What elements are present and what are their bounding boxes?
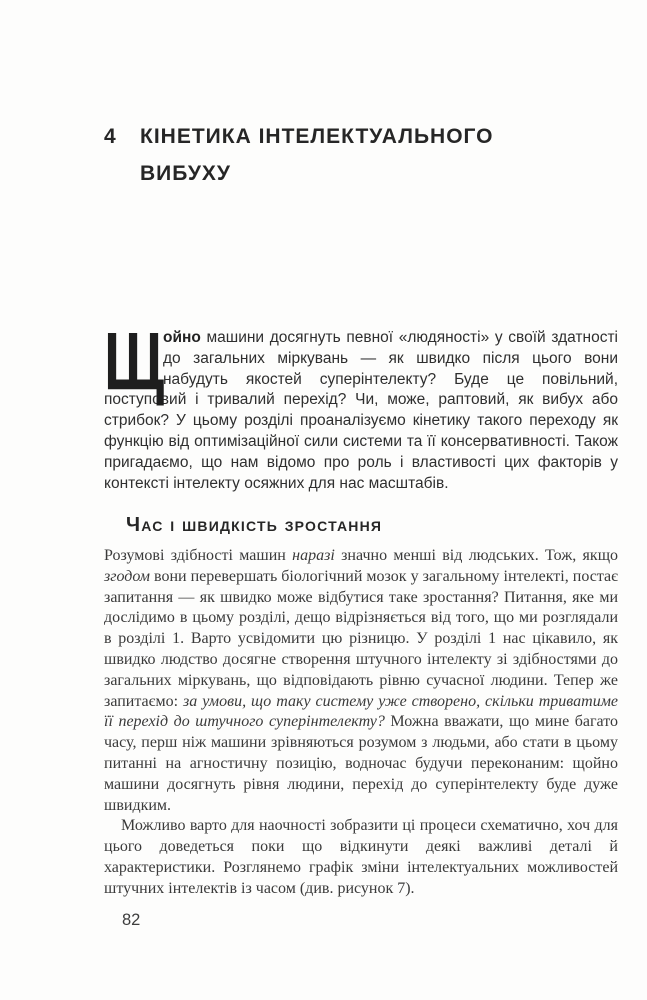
chapter-number: 4 xyxy=(104,125,117,148)
paragraph-schematic: Можливо варто для наочності зобразити ці процеси схематично, хоч для цього доведеться поки що відкинути деякі важливі деталі й характеристики. Розглянемо графік зміни інтелектуальних можливостей штучних інтелектів із часом (див. рисунок 7). xyxy=(104,817,618,897)
body-text xyxy=(104,546,618,900)
dropcap-letter: Щ xyxy=(104,316,165,407)
page-number: 82 xyxy=(122,911,141,929)
chapter-title: КІНЕТИКА ІНТЕЛЕКТУАЛЬНОГО ВИБУХУ xyxy=(140,125,494,185)
para2-italic-later: згодом xyxy=(104,567,150,585)
para2-seg1: Розумові здібності машин xyxy=(104,547,293,564)
paragraph-growth-rate xyxy=(104,546,618,816)
para2-italic-question: за умови, що таку систему уже створено, скільки триватиме її перехід до штучного суперінтелекту? xyxy=(104,692,619,731)
para2-italic-now: наразі xyxy=(292,547,335,564)
para2-seg7: Можна вважати, що мине багато часу, перш ніж машини зрівняються розумом з людьми, або стати в цьому питанні на агностичну позицію, водночас будучи переконаним: щойно машини досягнуть рівня людини, перехід до суперінтелекту буде дуже швидким. xyxy=(104,713,619,814)
section-heading: Час і швидкість зростання xyxy=(126,514,383,536)
chapter-heading xyxy=(104,118,619,192)
para2-seg3: значно менші від людських. Тож, якщо xyxy=(334,547,619,564)
intro-bold-lead: ойно xyxy=(163,329,201,346)
intro-text: машини досягнуть певної «людяності» у своїй здатності до загальних міркувань — як швидко після цього вони набудуть якостей суперінтелекту? Буде це повільний, поступовий і тривалий перехід? Чи, може, раптовий, як вибух або стрибок? У цьому розділі проаналізуємо кінетику такого переходу як функцію від оптимізаційної сили системи та її консервативності. Також пригадаємо, що нам відомо про роль і властивості цих факторів у контексті інтелекту осяжних для нас масштабів. xyxy=(104,329,618,492)
intro-paragraph xyxy=(104,316,618,494)
para2-seg5: вони перевершать біологічний мозок у загальному інтелекті, постає запитання — як швидко може відбутися таке зростання? Питання, яке ми дослідимо в цьому розділі, дещо відрізняється від того, що ми розглядали в розділі 1. Варто усвідомити цю різницю. У розділі 1 нас цікавило, як швидко людство досягне створення штучного інтелекту зі здібностями до загальних міркувань, що відповідають рівню сучасної людини. Тепер же запитаємо: xyxy=(104,567,618,710)
